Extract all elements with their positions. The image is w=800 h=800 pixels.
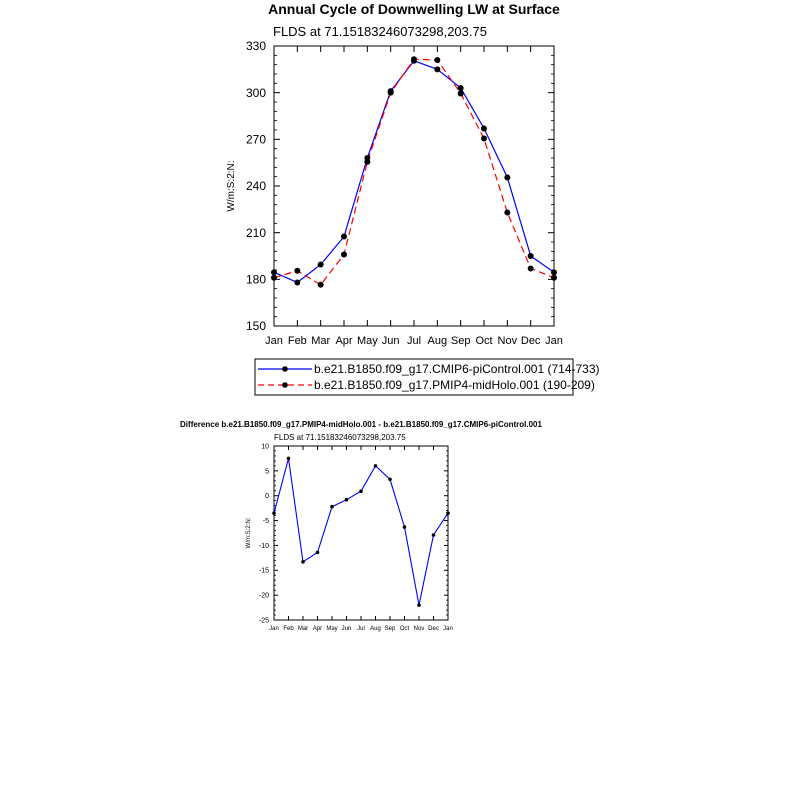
y-tick-label: -15 bbox=[258, 567, 269, 575]
data-point-series-2 bbox=[318, 282, 324, 288]
y-tick-label: -20 bbox=[258, 592, 269, 600]
data-point-series-1 bbox=[417, 603, 421, 607]
x-tick-label: Apr bbox=[312, 626, 323, 632]
chart2-title: Difference b.e21.B1850.f09_g17.PMIP4-midHolo.001 - b.e21.B1850.f09_g17.CMIP6-piControl.001 bbox=[180, 420, 542, 429]
series-line-1 bbox=[274, 61, 554, 283]
y-tick-label: 0 bbox=[265, 493, 269, 501]
data-point-series-1 bbox=[330, 505, 334, 509]
data-point-series-1 bbox=[272, 511, 276, 515]
x-tick-label: Feb bbox=[283, 626, 294, 632]
chart1-title: Annual Cycle of Downwelling LW at Surface bbox=[268, 1, 560, 17]
data-point-series-1 bbox=[345, 498, 349, 502]
data-point-series-1 bbox=[528, 253, 534, 259]
x-tick-label: Jan bbox=[265, 335, 283, 347]
data-point-series-1 bbox=[432, 533, 436, 537]
data-point-series-2 bbox=[458, 90, 464, 96]
x-tick-label: Jan bbox=[269, 626, 279, 632]
y-tick-label: 5 bbox=[265, 468, 269, 476]
y-tick-label: -5 bbox=[262, 518, 269, 526]
data-point-series-1 bbox=[359, 489, 363, 493]
data-point-series-2 bbox=[551, 275, 557, 281]
data-point-series-1 bbox=[294, 279, 300, 285]
legend-marker-series-2 bbox=[282, 382, 288, 388]
x-tick-label: Apr bbox=[335, 335, 353, 347]
x-tick-label: Mar bbox=[297, 626, 309, 632]
y-tick-label: 240 bbox=[245, 179, 266, 194]
data-point-series-2 bbox=[271, 275, 277, 281]
x-tick-label: Jun bbox=[341, 626, 352, 632]
chart1-subtitle: FLDS at 71.15183246073298,203.75 bbox=[273, 24, 487, 39]
chart1-ylabel: W/m:S:2:N: bbox=[226, 160, 237, 212]
y-tick-label: 210 bbox=[245, 225, 266, 240]
data-point-series-2 bbox=[504, 209, 510, 215]
data-point-series-1 bbox=[271, 269, 277, 275]
data-point-series-1 bbox=[434, 66, 440, 72]
chart2-plot bbox=[259, 443, 453, 632]
y-tick-label: 330 bbox=[245, 39, 266, 54]
data-point-series-1 bbox=[551, 269, 557, 275]
x-tick-label: May bbox=[356, 335, 378, 347]
x-tick-label: Oct bbox=[399, 626, 410, 632]
data-point-series-2 bbox=[481, 136, 487, 142]
x-tick-label: Sep bbox=[384, 626, 396, 632]
data-point-series-2 bbox=[364, 159, 370, 165]
chart2-ylabel: W/m:S:2:N: bbox=[246, 517, 252, 549]
x-tick-label: Dec bbox=[428, 626, 439, 632]
plot-frame bbox=[274, 46, 554, 326]
data-point-series-2 bbox=[388, 90, 394, 96]
data-point-series-1 bbox=[287, 457, 291, 461]
data-point-series-1 bbox=[374, 464, 378, 468]
x-tick-label: Sep bbox=[450, 335, 471, 347]
data-point-series-1 bbox=[458, 85, 464, 91]
data-point-series-2 bbox=[411, 56, 417, 62]
x-tick-label: Nov bbox=[413, 626, 425, 632]
data-point-series-1 bbox=[316, 551, 320, 555]
chart1-plot bbox=[246, 39, 563, 347]
x-tick-label: Oct bbox=[475, 335, 493, 347]
chart2-subtitle: FLDS at 71.15183246073298,203.75 bbox=[274, 433, 406, 442]
data-point-series-1 bbox=[481, 125, 487, 131]
data-point-series-1 bbox=[504, 174, 510, 180]
x-tick-label: Jul bbox=[357, 626, 365, 632]
legend-label-series-1: b.e21.B1850.f09_g17.CMIP6-piControl.001 (714-733) bbox=[314, 362, 600, 376]
data-point-series-2 bbox=[434, 57, 440, 63]
x-tick-label: Feb bbox=[287, 335, 307, 347]
x-tick-label: May bbox=[326, 626, 338, 632]
data-point-series-1 bbox=[341, 234, 347, 240]
legend-label-series-2: b.e21.B1850.f09_g17.PMIP4-midHolo.001 (190-209) bbox=[314, 378, 595, 392]
legend-marker-series-1 bbox=[282, 366, 288, 372]
y-tick-label: -10 bbox=[258, 542, 269, 550]
y-tick-label: 300 bbox=[245, 85, 266, 100]
x-tick-label: Aug bbox=[370, 626, 381, 632]
data-point-series-1 bbox=[446, 511, 450, 515]
x-tick-label: Jul bbox=[406, 335, 422, 347]
x-tick-label: Jan bbox=[443, 626, 453, 632]
y-tick-label: -25 bbox=[258, 617, 269, 625]
y-tick-label: 180 bbox=[245, 272, 266, 287]
data-point-series-1 bbox=[388, 478, 392, 482]
y-tick-label: 150 bbox=[245, 319, 266, 334]
x-tick-label: Mar bbox=[311, 335, 331, 347]
data-point-series-1 bbox=[318, 262, 324, 268]
plot-frame bbox=[274, 446, 448, 620]
data-point-series-2 bbox=[528, 265, 534, 271]
data-point-series-1 bbox=[301, 560, 305, 564]
data-point-series-2 bbox=[341, 251, 347, 257]
y-tick-label: 10 bbox=[261, 443, 269, 451]
data-point-series-2 bbox=[294, 268, 300, 274]
x-tick-label: Dec bbox=[520, 335, 541, 347]
x-tick-label: Jan bbox=[545, 335, 563, 347]
y-tick-label: 270 bbox=[245, 132, 266, 147]
series-line-1 bbox=[274, 458, 448, 605]
chart1-legend bbox=[255, 359, 600, 395]
x-tick-label: Jun bbox=[381, 335, 400, 347]
data-point-series-1 bbox=[403, 525, 407, 529]
x-tick-label: Aug bbox=[427, 335, 448, 347]
x-tick-label: Nov bbox=[497, 335, 518, 347]
series-line-2 bbox=[274, 59, 554, 285]
